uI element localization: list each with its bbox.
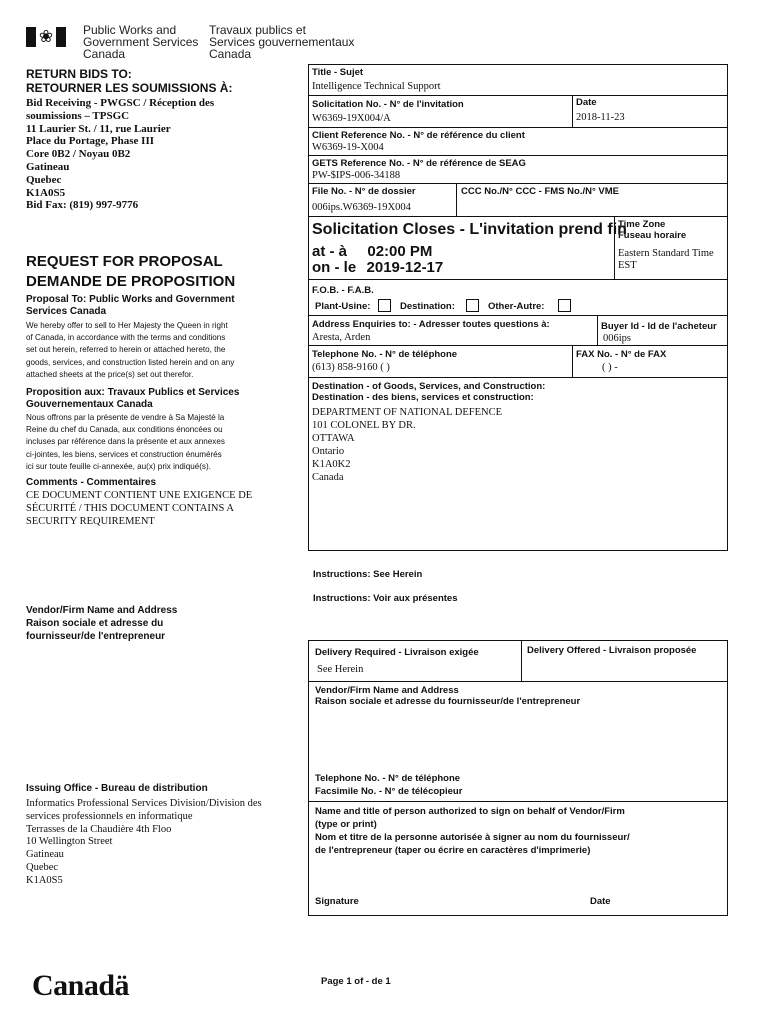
proposal-to-label: Proposal To: Public Works and Government Services Canada xyxy=(26,294,235,317)
address-enquiries-label: Address Enquiries to: - Adresser toutes questions à: xyxy=(312,319,550,330)
destination-option-label: Destination: xyxy=(400,301,455,312)
return-bids-address: Bid Receiving - PWGSC / Réception des soumissions – TPSGC 11 Laurier St. / 11, rue Laurier Place du Portage, Phase III Core 0B2 / Noyau 0B2 Gatineau Quebec K1A0S5 Bid Fax: (819) 997-9776 xyxy=(26,97,215,212)
gets-reference-value: PW-$IPS-006-34188 xyxy=(312,170,401,181)
vendor-left-label: Vendor/Firm Name and Address Raison sociale et adresse du fournisseur/de l'entrepreneur xyxy=(26,605,178,642)
request-title: REQUEST FOR PROPOSAL DEMANDE DE PROPOSITION xyxy=(26,253,236,290)
destination-checkbox[interactable] xyxy=(466,299,479,312)
time-zone-value: Eastern Standard Time EST xyxy=(618,248,714,271)
on-label: on - le xyxy=(312,259,357,276)
instructions-fr: Instructions: Voir aux présentes xyxy=(313,593,458,604)
fob-label: F.O.B. - F.A.B. xyxy=(312,285,374,296)
solicitation-closes-label: Solicitation Closes - L'invitation prend fin xyxy=(312,221,627,238)
proposal-to-text: We hereby offer to sell to Her Majesty the Queen in right of Canada, in accordance with the terms and conditions set out herein, referred to herein or attached hereto, the goods, services, and construction listed herein and on any attached sheets at the price(s) set out therefor. xyxy=(26,321,235,379)
vendor-telephone-label: Telephone No. - N° de téléphone xyxy=(315,773,461,784)
time-zone-label: Time Zone Fuseau horaire xyxy=(618,219,687,241)
vendor-name-address-label: Vendor/Firm Name and Address Raison sociale et adresse du fournisseur/de l'entrepreneur xyxy=(315,685,581,707)
file-number-value: 006ips.W6369-19X004 xyxy=(312,202,411,213)
page-number: Page 1 of - de 1 xyxy=(321,976,391,987)
proposition-aux-label: Proposition aux: Travaux Publics et Services Gouvernementaux Canada xyxy=(26,387,240,410)
title-label: Title - Sujet xyxy=(312,67,364,78)
signature-label: Signature xyxy=(315,896,359,907)
other-autre-checkbox[interactable] xyxy=(558,299,571,312)
canada-wordmark: Canadä xyxy=(32,969,130,1002)
delivery-required-value: See Herein xyxy=(317,664,364,675)
at-label: at - à xyxy=(312,243,348,260)
destination-address: DEPARTMENT OF NATIONAL DEFENCE 101 COLONEL BY DR. OTTAWA Ontario K1A0K2 Canada xyxy=(312,407,503,483)
gets-reference-label: GETS Reference No. - N° de référence de SEAG xyxy=(312,158,526,169)
telephone-label: Telephone No. - N° de téléphone xyxy=(312,349,458,360)
other-autre-label: Other-Autre: xyxy=(488,301,545,312)
instructions-en: Instructions: See Herein xyxy=(313,569,423,580)
proposition-aux-text: Nous offrons par la présente de vendre à Sa Majesté la Reine du chef du Canada, aux conditions énoncées ou incluses par référence dans la présente et aux annexes ci-jointes, les biens, services et construction énumérés ici sur toute feuille ci-annexée, au(x) prix indiqué(s). xyxy=(26,413,225,471)
date-value: 2018-11-23 xyxy=(576,112,625,123)
delivery-required-label: Delivery Required - Livraison exigée xyxy=(315,647,479,658)
destination-goods-label: Destination - of Goods, Services, and Construction: Destination - des biens, services et construction: xyxy=(312,381,546,403)
canada-flag-icon: ❀ xyxy=(26,27,66,47)
date-label: Date xyxy=(576,97,597,108)
title-value: Intelligence Technical Support xyxy=(312,81,441,92)
department-name-fr: Travaux publics et Services gouvernementaux Canada xyxy=(209,23,355,61)
closing-time-value: 02:00 PM xyxy=(367,243,433,260)
ccc-number-label: CCC No./N° CCC - FMS No./N° VME xyxy=(461,186,620,197)
client-reference-label: Client Reference No. - N° de référence du client xyxy=(312,130,525,141)
buyer-id-label: Buyer Id - Id de l'acheteur xyxy=(601,321,717,332)
solicitation-value: W6369-19X004/A xyxy=(312,113,391,124)
solicitation-label: Solicitation No. - N° de l'invitation xyxy=(312,99,464,110)
authorized-signer-label: Name and title of person authorized to sign on behalf of Vendor/Firm (type or print) Nom et titre de la personne autorisée à signer au nom du fournisseur/ de l'entrepreneur (taper ou écrire en caractères d'imprimerie) xyxy=(315,806,630,856)
address-enquiries-value: Aresta, Arden xyxy=(312,332,371,343)
vendor-facsimile-label: Facsimile No. - N° de télécopieur xyxy=(315,786,463,797)
client-reference-value: W6369-19-X004 xyxy=(312,142,384,153)
comments-text: CE DOCUMENT CONTIENT UNE EXIGENCE DE SÉCURITÉ / THIS DOCUMENT CONTAINS A SECURITY REQUIREMENT xyxy=(26,490,253,527)
department-name-en: Public Works and Government Services Canada xyxy=(83,23,199,61)
comments-label: Comments - Commentaires xyxy=(26,477,157,488)
closing-date-value: 2019-12-17 xyxy=(366,259,444,276)
plant-usine-label: Plant-Usine: xyxy=(315,301,371,312)
plant-usine-checkbox[interactable] xyxy=(378,299,391,312)
closing-date-row xyxy=(312,259,443,276)
file-number-label: File No. - N° de dossier xyxy=(312,186,416,197)
closing-time-row xyxy=(312,243,432,260)
buyer-id-value: 006ips xyxy=(603,333,632,344)
telephone-value: (613) 858-9160 ( ) xyxy=(312,362,390,373)
fax-value: ( ) - xyxy=(602,362,618,373)
delivery-offered-label: Delivery Offered - Livraison proposée xyxy=(527,645,697,656)
vendor-phone-fax-labels xyxy=(315,772,462,798)
signature-date-label: Date xyxy=(590,896,611,907)
issuing-office-label: Issuing Office - Bureau de distribution xyxy=(26,783,208,794)
fax-label: FAX No. - N° de FAX xyxy=(576,349,667,360)
issuing-office-address: Informatics Professional Services Division/Division des services professionnels en informatique Terrasses de la Chaudière 4th Floo 10 Wellington Street Gatineau Quebec K1A0S5 xyxy=(26,798,262,886)
return-bids-label: RETURN BIDS TO: RETOURNER LES SOUMISSIONS À: xyxy=(26,67,233,95)
